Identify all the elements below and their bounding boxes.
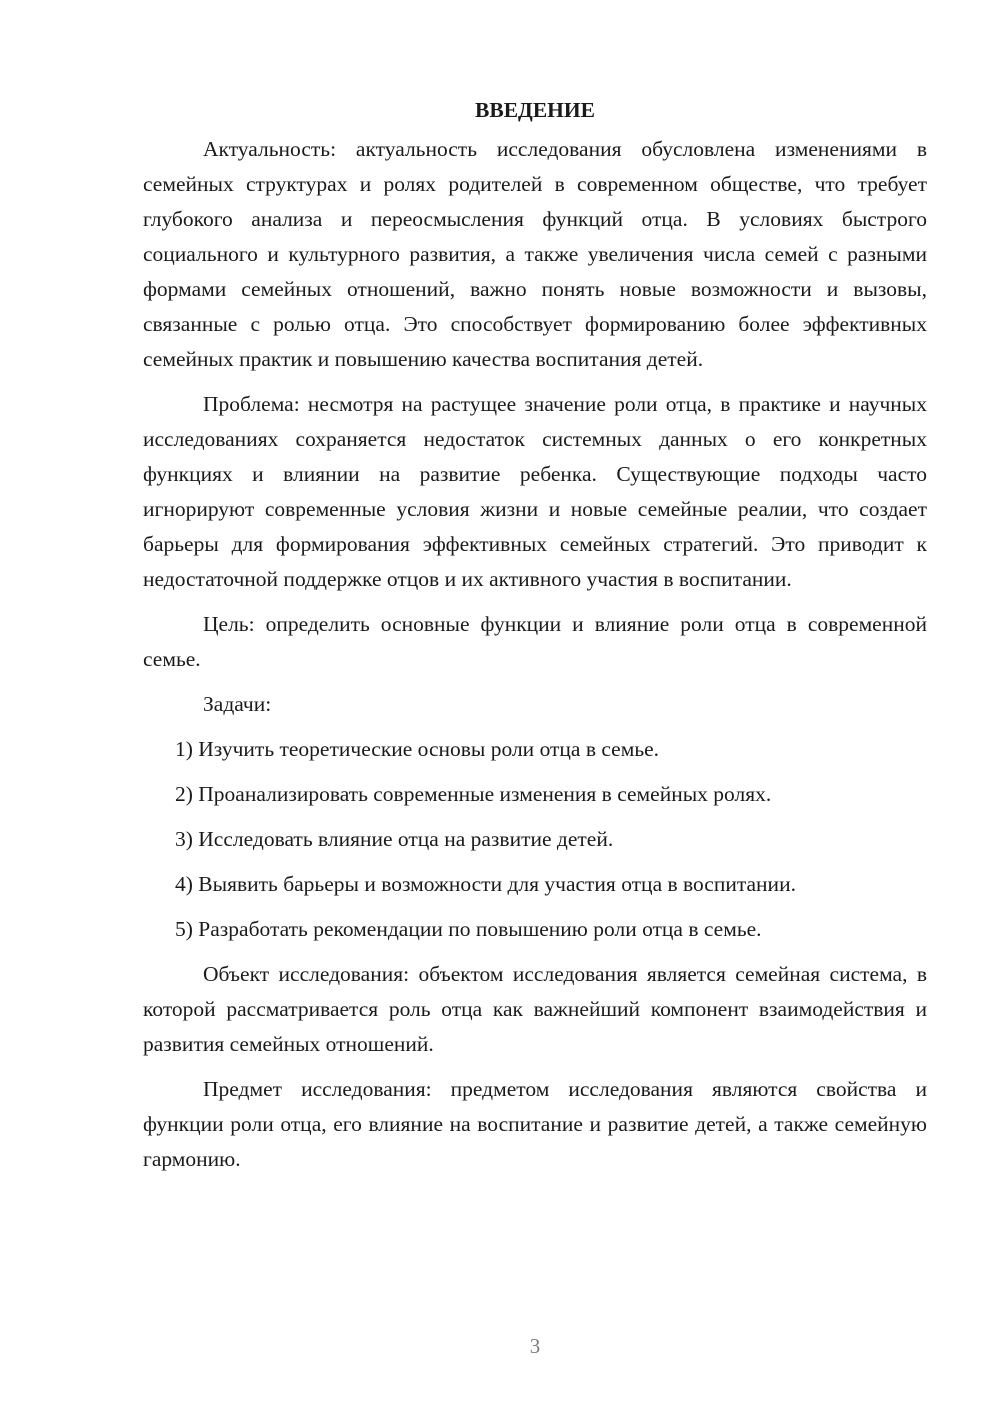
relevance-paragraph: Актуальность: актуальность исследования обусловлена изменениями в семейных структурах и ролях родителей в современном обществе, что требует глубокого анализа и переосмысления функций отца. В условиях быстрого социального и культурного развития, а также увеличения числа семей с разными формами семейных отношений, важно понять новые возможности и вызовы, связанные с ролью отца. Это способствует формированию более эффективных семейных практик и повышению качества воспитания детей. xyxy=(143,137,927,371)
tasks-label: Задачи: xyxy=(203,692,272,716)
task-item-4: 4) Выявить барьеры и возможности для участия отца в воспитании. xyxy=(175,872,796,896)
problem-paragraph: Проблема: несмотря на растущее значение роли отца, в практике и научных исследованиях сохраняется недостаток системных данных о его конкретных функциях и влиянии на развитие ребенка. Существующие подходы часто игнорируют современные условия жизни и новые семейные реалии, что создает барьеры для формирования эффективных семейных стратегий. Это приводит к недостаточной поддержке отцов и их активного участия в воспитании. xyxy=(143,392,927,591)
task-item-1: 1) Изучить теоретические основы роли отца в семье. xyxy=(175,737,660,761)
document-page xyxy=(143,93,927,1187)
tasks-list xyxy=(143,732,927,947)
task-item-5: 5) Разработать рекомендации по повышению роли отца в семье. xyxy=(175,917,762,941)
page-number: 3 xyxy=(529,1334,541,1358)
task-item-2: 2) Проанализировать современные изменения в семейных ролях. xyxy=(175,782,772,806)
task-item-3: 3) Исследовать влияние отца на развитие детей. xyxy=(175,827,614,851)
subject-paragraph: Предмет исследования: предметом исследования являются свойства и функции роли отца, его влияние на воспитание и развитие детей, а также семейную гармонию. xyxy=(143,1077,927,1171)
object-paragraph: Объект исследования: объектом исследования является семейная система, в которой рассматривается роль отца как важнейший компонент взаимодействия и развития семейных отношений. xyxy=(143,962,927,1056)
page-title: ВВЕДЕНИЕ xyxy=(475,98,595,122)
goal-paragraph: Цель: определить основные функции и влияние роли отца в современной семье. xyxy=(143,612,927,671)
